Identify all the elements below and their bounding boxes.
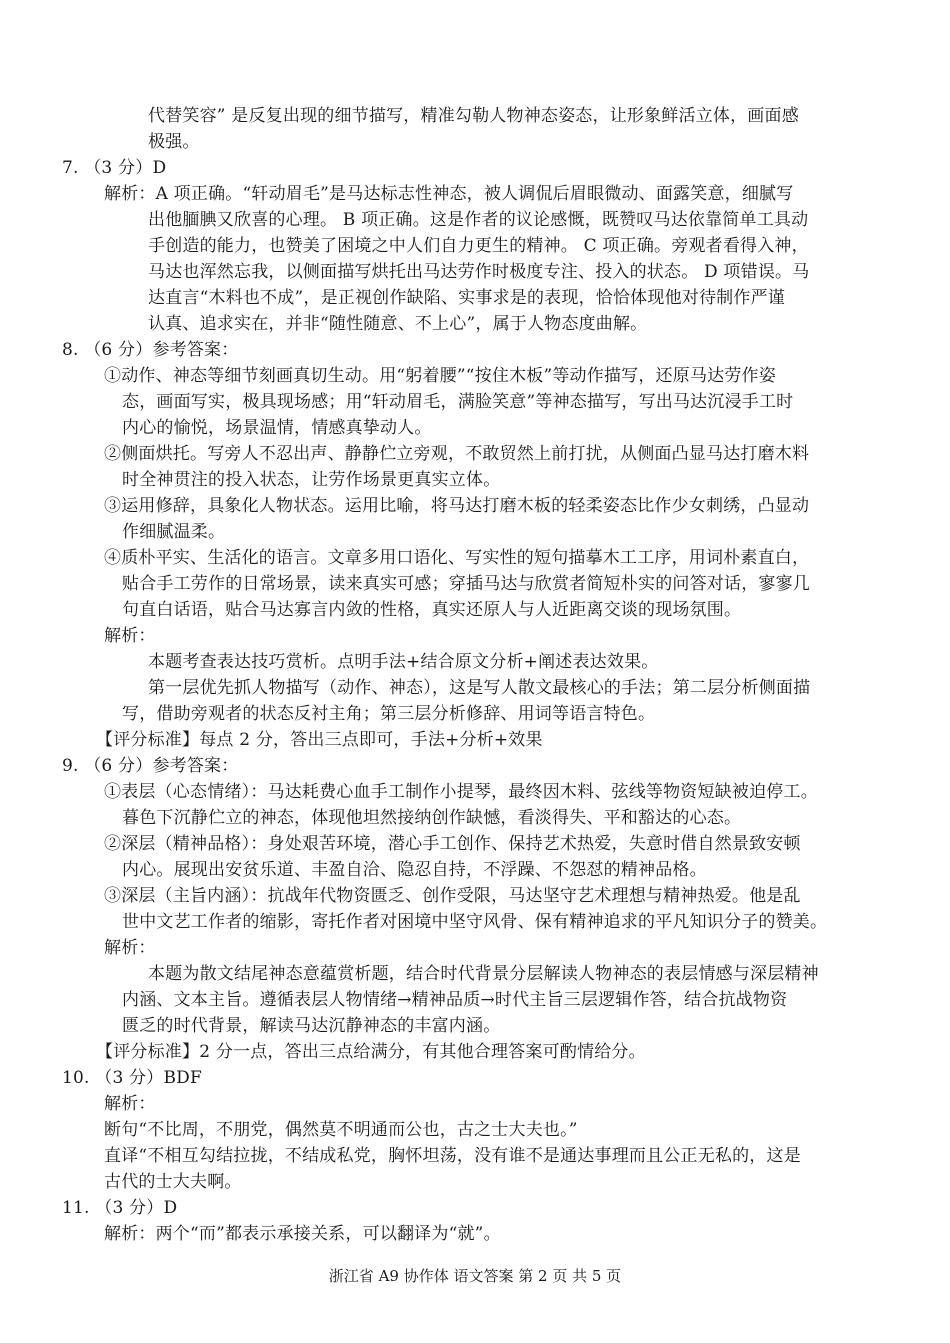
- q9-point-3: 世中文艺工作者的缩影，寄托作者对困境中坚守风骨、保有精神追求的平凡知识分子的赞美。: [122, 912, 828, 932]
- q11-analysis: 解析：两个“而”都表示承接关系，可以翻译为“就”。: [104, 1224, 501, 1244]
- q8-analysis: 本题考查表达技巧赏析。点明手法+结合原文分析+阐述表达效果。: [148, 652, 659, 672]
- q10-translation: 古代的士大夫啊。: [104, 1172, 242, 1192]
- q8-point-3: 作细腻温柔。: [122, 522, 226, 542]
- q8-point-4: 贴合手工劳作的日常场景，读来真实可感；穿插马达与欣赏者简短朴实的问答对话，寥寥几: [122, 574, 810, 594]
- q7-heading: 7. （3 分）D: [62, 158, 167, 178]
- q8-point-1: 态，画面写实，极具现场感；用“轩动眉毛，满脸笑意”等神态描写，写出马达沉浸手工时: [122, 392, 794, 412]
- q9-heading: 9. （6 分）参考答案：: [62, 756, 239, 776]
- q7-analysis: 出他腼腆又欣喜的心理。 B 项正确。这是作者的议论感慨，既赞叹马达依靠简单工具动: [148, 210, 809, 230]
- q8-heading: 8. （6 分）参考答案：: [62, 340, 239, 360]
- q9-analysis-label: 解析：: [104, 938, 156, 958]
- q8-point-3: ③运用修辞，具象化人物状态。运用比喻，将马达打磨木板的轻柔姿态比作少女刺绣，凸显动: [104, 496, 810, 516]
- q8-point-1: ①动作、神态等细节刻画真切生动。用“躬着腰”“按住木板”等动作描写，还原马达劳作姿: [104, 366, 776, 386]
- q8-point-2: ②侧面烘托。写旁人不忍出声、静静伫立旁观，不敢贸然上前打扰，从侧面凸显马达打磨木料: [104, 444, 810, 464]
- q6-answer-tail: 代替笑容” 是反复出现的细节描写，精准勾勒人物神态姿态，让形象鲜活立体，画面感: [148, 106, 799, 126]
- q8-scoring-standard: 【评分标准】每点 2 分，答出三点即可，手法+分析+效果: [96, 730, 543, 750]
- q10-sentence-break: 断句“不比周，不朋党，偶然莫不明通而公也，古之士大夫也。”: [104, 1120, 578, 1140]
- q8-analysis-label: 解析：: [104, 626, 156, 646]
- q9-analysis: 匮乏的时代背景，解读马达沉静神态的丰富内涵。: [122, 1016, 501, 1036]
- q8-analysis: 第一层优先抓人物描写（动作、神态），这是写人散文最核心的手法；第二层分析侧面描: [148, 678, 811, 698]
- q9-point-2: 内心。展现出安贫乐道、丰盈自洽、隐忍自持，不浮躁、不怨怼的精神品格。: [122, 860, 707, 880]
- q10-analysis-label: 解析：: [104, 1094, 156, 1114]
- q9-point-2: ②深层（精神品格）：身处艰苦环境，潜心手工创作、保持艺术热爱，失意时借自然景致安顿: [104, 834, 801, 854]
- q8-point-2: 时全神贯注的投入状态，让劳作场景更真实立体。: [122, 470, 501, 490]
- q7-analysis: 达直言“木料也不成”，是正视创作缺陷、实事求是的表现，恰恰体现他对待制作严谨: [148, 288, 785, 308]
- q9-analysis: 内涵、文本主旨。遵循表层人物情绪→精神品质→时代主旨三层逻辑作答，结合抗战物资: [122, 990, 788, 1010]
- q8-point-1: 内心的愉悦，场景温情，情感真挚动人。: [122, 418, 432, 438]
- q9-point-1: ①表层（心态情绪）：马达耗费心血手工制作小提琴，最终因木料、弦线等物资短缺被迫停工。: [104, 782, 818, 802]
- q9-scoring-standard: 【评分标准】2 分一点，答出三点给满分，有其他合理答案可酌情给分。: [96, 1042, 646, 1062]
- q7-analysis: 马达也浑然忘我，以侧面描写烘托出马达劳作时极度专注、投入的状态。 D 项错误。马: [148, 262, 810, 282]
- q7-analysis: 解析：A 项正确。“轩动眉毛”是马达标志性神态，被人调侃后眉眼微动、面露笑意，细腻写: [104, 184, 794, 204]
- q9-analysis: 本题为散文结尾神态意蕴赏析题，结合时代背景分层解读人物神态的表层情感与深层精神: [148, 964, 819, 984]
- q7-analysis: 认真、追求实在，并非“随性随意、不上心”，属于人物态度曲解。: [148, 314, 648, 334]
- q9-point-1: 暮色下沉静伫立的神态，体现他坦然接纳创作缺憾，看淡得失、平和豁达的心态。: [122, 808, 742, 828]
- q7-analysis: 手创造的能力，也赞美了困境之中人们自力更生的精神。 C 项正确。旁观者看得入神，: [148, 236, 809, 256]
- q9-point-3: ③深层（主旨内涵）：抗战年代物资匮乏、创作受限，马达坚守艺术理想与精神热爱。他是乱: [104, 886, 801, 906]
- q8-point-4: 句直白话语，贴合马达寡言内敛的性格，真实还原人与人近距离交谈的现场氛围。: [122, 600, 742, 620]
- q8-point-4: ④质朴平实、生活化的语言。文章多用口语化、写实性的短句描摹木工工序，用词朴素直白，: [104, 548, 810, 568]
- q10-heading: 10. （3 分）BDF: [62, 1068, 202, 1088]
- q11-heading: 11. （3 分）D: [62, 1198, 178, 1218]
- q8-analysis: 写，借助旁观者的状态反衬主角；第三层分析修辞、用词等语言特色。: [122, 704, 656, 724]
- page-footer: 浙江省 A9 协作体 语文答案 第 2 页 共 5 页: [328, 1267, 622, 1285]
- q10-translation: 直译“不相互勾结拉拢，不结成私党，胸怀坦荡，没有谁不是通达事理而且公正无私的，这是: [104, 1146, 801, 1166]
- q6-answer-tail: 极强。: [148, 132, 200, 152]
